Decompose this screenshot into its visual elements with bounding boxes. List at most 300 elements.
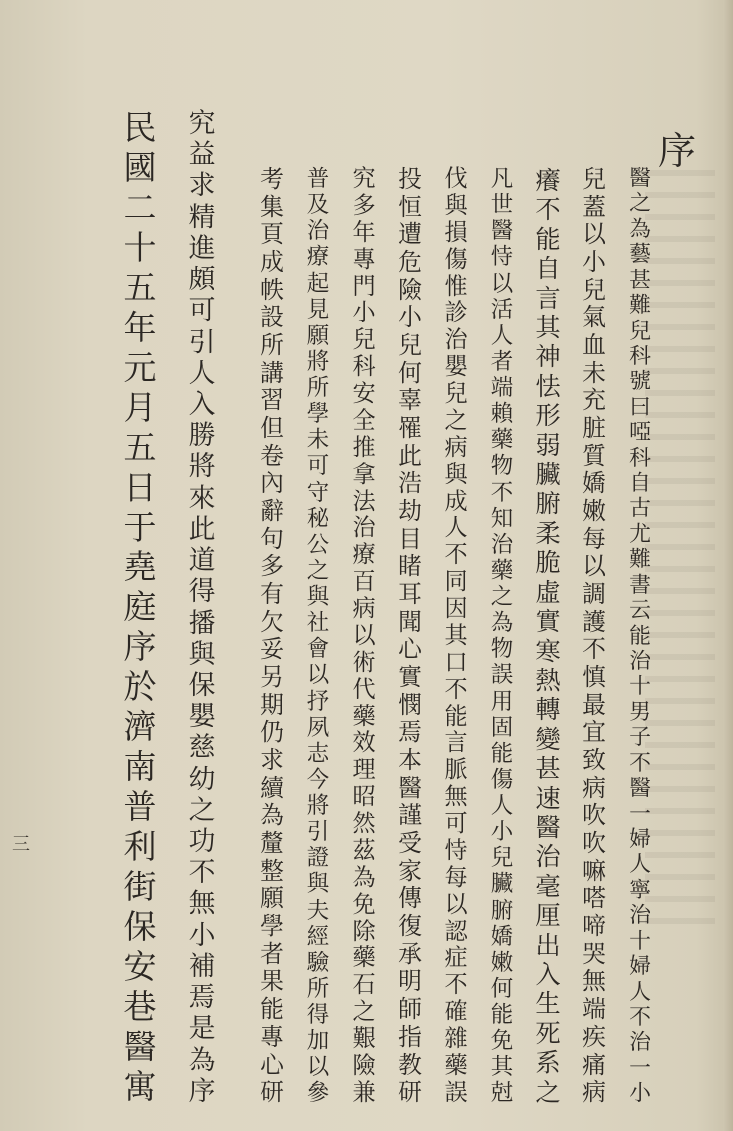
character: 益 bbox=[188, 139, 216, 171]
character: 經 bbox=[306, 923, 330, 950]
character: 門 bbox=[352, 273, 376, 300]
character: 恃 bbox=[444, 837, 468, 864]
character: 理 bbox=[352, 757, 376, 784]
character: 進 bbox=[188, 232, 216, 264]
character: 脆 bbox=[535, 548, 561, 578]
character: 國 bbox=[123, 147, 157, 187]
character: 心 bbox=[260, 1050, 284, 1079]
character: 固 bbox=[490, 714, 514, 741]
character: 嫩 bbox=[582, 497, 606, 526]
character: 護 bbox=[582, 607, 606, 636]
character: 謹 bbox=[398, 801, 422, 830]
character: 言 bbox=[444, 730, 468, 757]
character: 願 bbox=[260, 884, 284, 913]
character: 堯 bbox=[123, 547, 157, 587]
character: 多 bbox=[352, 192, 376, 219]
character: 形 bbox=[535, 401, 561, 431]
character: 損 bbox=[444, 219, 468, 246]
character: 元 bbox=[123, 347, 157, 387]
preface-heading: 序 bbox=[657, 129, 696, 173]
character: 無 bbox=[444, 784, 468, 811]
character: 何 bbox=[398, 358, 422, 387]
character: 治 bbox=[629, 903, 651, 929]
character: 小 bbox=[188, 919, 216, 951]
character: 考 bbox=[260, 165, 284, 193]
character: 難 bbox=[629, 547, 651, 573]
character: 以 bbox=[306, 662, 330, 689]
character: 罹 bbox=[398, 414, 422, 443]
character: 寧 bbox=[629, 877, 651, 903]
character: 得 bbox=[188, 576, 216, 608]
character: 代 bbox=[352, 676, 376, 703]
character: 世 bbox=[490, 192, 514, 219]
character: 婦 bbox=[629, 954, 651, 980]
character: 怯 bbox=[535, 371, 561, 401]
text-column-10 bbox=[180, 108, 224, 1107]
character: 集 bbox=[260, 192, 284, 221]
character: 欠 bbox=[260, 607, 284, 636]
character: 辭 bbox=[260, 497, 284, 526]
character: 師 bbox=[398, 995, 422, 1024]
character: 兒 bbox=[444, 381, 468, 407]
text-column-5 bbox=[434, 166, 478, 1107]
character: 每 bbox=[444, 864, 468, 891]
character: 與 bbox=[444, 192, 468, 219]
character: 能 bbox=[629, 623, 651, 649]
character: 雜 bbox=[444, 1026, 468, 1052]
character: 內 bbox=[260, 469, 284, 498]
character: 出 bbox=[535, 930, 561, 960]
character: 釐 bbox=[260, 829, 284, 858]
text-column-8 bbox=[296, 166, 340, 1107]
character: 濟 bbox=[123, 707, 157, 747]
character: 拿 bbox=[352, 461, 376, 488]
character: 學 bbox=[260, 912, 284, 941]
character: 民 bbox=[123, 108, 157, 147]
character: 幼 bbox=[188, 763, 216, 795]
character: 凡 bbox=[490, 166, 514, 192]
character: 疾 bbox=[582, 1022, 606, 1051]
character: 講 bbox=[260, 358, 284, 387]
character: 系 bbox=[535, 1048, 561, 1078]
character: 者 bbox=[260, 939, 284, 968]
character: 癢 bbox=[535, 166, 561, 195]
character: 得 bbox=[306, 1002, 330, 1028]
character: 醫 bbox=[490, 218, 514, 245]
character: 嬰 bbox=[188, 701, 216, 733]
character: 可 bbox=[306, 453, 330, 480]
character: 見 bbox=[306, 296, 330, 323]
character: 與 bbox=[188, 638, 216, 670]
character: 毫 bbox=[535, 871, 561, 901]
character: 憫 bbox=[398, 690, 422, 719]
character: 庭 bbox=[123, 587, 157, 627]
character: 診 bbox=[444, 300, 468, 327]
character: 藥 bbox=[490, 557, 514, 584]
character: 慈 bbox=[188, 732, 216, 764]
character: 虛 bbox=[535, 577, 561, 607]
character: 保 bbox=[188, 669, 216, 701]
character: 質 bbox=[582, 441, 606, 470]
character: 險 bbox=[352, 1052, 376, 1079]
character: 腑 bbox=[535, 489, 561, 519]
character: 是 bbox=[188, 1013, 216, 1045]
character: 端 bbox=[582, 995, 606, 1024]
character: 於 bbox=[123, 667, 157, 707]
character: 之 bbox=[306, 557, 330, 584]
character: 加 bbox=[306, 1028, 330, 1055]
character: 求 bbox=[260, 746, 284, 775]
text-column-1 bbox=[618, 166, 662, 1107]
character: 研 bbox=[260, 1078, 284, 1107]
text-column-7 bbox=[342, 166, 386, 1107]
character: 精 bbox=[188, 201, 216, 233]
character: 腑 bbox=[490, 897, 514, 924]
character: 醫 bbox=[398, 773, 422, 802]
character: 二 bbox=[123, 187, 157, 227]
character: 人 bbox=[490, 322, 514, 349]
character: 伐 bbox=[444, 166, 468, 192]
character: 焉 bbox=[398, 718, 422, 747]
character: 一 bbox=[629, 801, 651, 827]
character: 嗒 bbox=[582, 884, 606, 913]
character: 同 bbox=[444, 569, 468, 596]
character: 轉 bbox=[535, 695, 561, 725]
character: 所 bbox=[306, 975, 330, 1002]
character: 此 bbox=[398, 441, 422, 470]
character: 年 bbox=[352, 219, 376, 246]
character: 傳 bbox=[398, 884, 422, 913]
character: 實 bbox=[398, 663, 422, 692]
character: 效 bbox=[352, 730, 376, 757]
text-column-3 bbox=[526, 166, 570, 1107]
character: 專 bbox=[260, 1022, 284, 1051]
character: 柔 bbox=[535, 518, 561, 548]
character: 社 bbox=[306, 610, 330, 637]
character: 勝 bbox=[188, 420, 216, 452]
character: 脈 bbox=[444, 757, 468, 784]
character: 帙 bbox=[260, 275, 284, 304]
character: 能 bbox=[444, 703, 468, 730]
text-column-2 bbox=[572, 166, 616, 1107]
character: 知 bbox=[490, 505, 514, 532]
character: 為 bbox=[629, 216, 651, 242]
character: 治 bbox=[444, 327, 468, 354]
character: 于 bbox=[123, 507, 157, 547]
character: 治 bbox=[629, 1030, 651, 1056]
character: 治 bbox=[629, 649, 651, 675]
character: 危 bbox=[398, 248, 422, 277]
character: 參 bbox=[306, 1080, 330, 1107]
character: 可 bbox=[444, 811, 468, 837]
character: 人 bbox=[490, 793, 514, 819]
character: 蓋 bbox=[582, 192, 606, 221]
character: 生 bbox=[535, 989, 561, 1019]
character: 不 bbox=[629, 1004, 651, 1030]
character: 辜 bbox=[398, 386, 422, 415]
character: 其 bbox=[535, 313, 561, 343]
character: 兼 bbox=[352, 1079, 376, 1106]
character: 十 bbox=[629, 674, 651, 700]
character: 除 bbox=[352, 918, 376, 945]
character: 另 bbox=[260, 663, 284, 692]
character: 明 bbox=[398, 967, 422, 996]
character: 與 bbox=[306, 871, 330, 898]
character: 起 bbox=[306, 270, 330, 297]
character: 全 bbox=[352, 407, 376, 434]
character: 醫 bbox=[629, 166, 651, 191]
character: 甚 bbox=[629, 267, 651, 293]
character: 哭 bbox=[582, 939, 606, 968]
character: 實 bbox=[535, 607, 561, 637]
character: 家 bbox=[398, 856, 422, 885]
character: 以 bbox=[490, 270, 514, 297]
character: 成 bbox=[444, 488, 468, 515]
character: 婦 bbox=[629, 826, 651, 852]
character: 物 bbox=[490, 636, 514, 663]
character: 可 bbox=[188, 295, 216, 327]
character: 痛 bbox=[582, 1050, 606, 1079]
character: 能 bbox=[490, 1002, 514, 1028]
character: 來 bbox=[188, 482, 216, 514]
character: 日 bbox=[123, 467, 157, 507]
character: 人 bbox=[188, 357, 216, 389]
character: 此 bbox=[188, 513, 216, 545]
character: 專 bbox=[352, 246, 376, 273]
character: 恃 bbox=[490, 244, 514, 271]
character: 將 bbox=[188, 451, 216, 483]
character: 習 bbox=[260, 386, 284, 415]
character: 頗 bbox=[188, 264, 216, 296]
character: 險 bbox=[398, 275, 422, 304]
character: 道 bbox=[188, 545, 216, 577]
character: 科 bbox=[629, 343, 651, 369]
character: 一 bbox=[629, 1055, 651, 1081]
text-column-11 bbox=[118, 108, 162, 1107]
character: 寒 bbox=[535, 636, 561, 666]
character: 每 bbox=[582, 524, 606, 553]
character: 有 bbox=[260, 580, 284, 609]
character: 續 bbox=[260, 773, 284, 802]
character: 口 bbox=[444, 649, 468, 676]
character: 免 bbox=[352, 891, 376, 918]
character: 嘛 bbox=[582, 856, 606, 885]
character: 頁 bbox=[260, 220, 284, 249]
character: 巷 bbox=[123, 986, 157, 1026]
character: 研 bbox=[398, 1078, 422, 1107]
character: 所 bbox=[260, 331, 284, 360]
character: 治 bbox=[490, 531, 514, 558]
character: 序 bbox=[188, 1075, 216, 1107]
character: 整 bbox=[260, 856, 284, 885]
character: 古 bbox=[629, 496, 651, 522]
character: 無 bbox=[582, 967, 606, 996]
character: 推 bbox=[352, 434, 376, 461]
character: 為 bbox=[260, 801, 284, 830]
character: 血 bbox=[582, 331, 606, 360]
character: 為 bbox=[188, 1044, 216, 1076]
character: 不 bbox=[629, 750, 651, 776]
character: 用 bbox=[490, 688, 514, 715]
character: 浩 bbox=[398, 469, 422, 498]
character: 難 bbox=[629, 293, 651, 319]
character: 普 bbox=[123, 787, 157, 827]
character: 小 bbox=[352, 300, 376, 327]
character: 誤 bbox=[444, 1079, 468, 1106]
character: 夫 bbox=[306, 897, 330, 924]
character: 藝 bbox=[629, 242, 651, 268]
character: 充 bbox=[582, 386, 606, 415]
character: 引 bbox=[306, 819, 330, 846]
character: 睹 bbox=[398, 552, 422, 581]
character: 物 bbox=[490, 453, 514, 480]
character: 補 bbox=[188, 950, 216, 982]
character: 吹 bbox=[582, 801, 606, 830]
character: 夙 bbox=[306, 714, 330, 741]
character: 活 bbox=[490, 296, 514, 323]
character: 小 bbox=[490, 819, 514, 846]
character: 其 bbox=[490, 1054, 514, 1081]
character: 認 bbox=[444, 918, 468, 945]
character: 仍 bbox=[260, 718, 284, 747]
character: 無 bbox=[188, 888, 216, 920]
character: 調 bbox=[582, 580, 606, 609]
character: 治 bbox=[535, 842, 561, 872]
character: 街 bbox=[123, 867, 157, 907]
character: 死 bbox=[535, 1018, 561, 1048]
character: 功 bbox=[188, 826, 216, 858]
character: 以 bbox=[444, 891, 468, 918]
character: 昭 bbox=[352, 784, 376, 811]
text-column-9 bbox=[250, 166, 294, 1107]
character: 醫 bbox=[629, 776, 651, 802]
character: 之 bbox=[352, 999, 376, 1026]
character: 慎 bbox=[582, 663, 606, 692]
character: 不 bbox=[444, 676, 468, 703]
character: 為 bbox=[352, 864, 376, 891]
character: 目 bbox=[398, 524, 422, 553]
character: 公 bbox=[306, 531, 330, 558]
character: 指 bbox=[398, 1022, 422, 1051]
character: 賴 bbox=[490, 401, 514, 428]
character: 恒 bbox=[398, 192, 422, 221]
character: 人 bbox=[444, 515, 468, 542]
character: 卷 bbox=[260, 441, 284, 470]
character: 治 bbox=[352, 515, 376, 542]
character: 但 bbox=[260, 414, 284, 443]
character: 之 bbox=[535, 1077, 561, 1107]
character: 熱 bbox=[535, 665, 561, 695]
character: 自 bbox=[629, 471, 651, 497]
character: 藥 bbox=[352, 945, 376, 972]
character: 投 bbox=[398, 165, 422, 193]
character: 小 bbox=[629, 1081, 651, 1107]
character: 病 bbox=[582, 773, 606, 802]
character: 未 bbox=[582, 358, 606, 387]
character: 果 bbox=[260, 967, 284, 996]
character: 教 bbox=[398, 1050, 422, 1079]
character: 能 bbox=[535, 224, 561, 254]
character: 病 bbox=[444, 434, 468, 461]
character: 承 bbox=[398, 939, 422, 968]
character: 兒 bbox=[490, 845, 514, 872]
character: 術 bbox=[352, 649, 376, 676]
page-number: 三 bbox=[12, 834, 30, 855]
character: 利 bbox=[123, 827, 157, 867]
character: 醫 bbox=[123, 1026, 157, 1066]
character: 引 bbox=[188, 326, 216, 358]
character: 不 bbox=[535, 195, 561, 225]
character: 因 bbox=[444, 596, 468, 622]
character: 嬰 bbox=[444, 354, 468, 381]
character: 致 bbox=[582, 746, 606, 775]
character: 不 bbox=[444, 972, 468, 999]
character: 者 bbox=[490, 348, 514, 375]
character: 科 bbox=[352, 354, 376, 381]
character: 驗 bbox=[306, 949, 330, 976]
character: 守 bbox=[306, 479, 330, 506]
character: 以 bbox=[352, 622, 376, 649]
character: 播 bbox=[188, 607, 216, 639]
character: 及 bbox=[306, 192, 330, 219]
character: 志 bbox=[306, 740, 330, 767]
character: 求 bbox=[188, 170, 216, 202]
character: 十 bbox=[629, 928, 651, 954]
character: 藥 bbox=[352, 703, 376, 730]
character: 藥 bbox=[444, 1052, 468, 1079]
character: 石 bbox=[352, 972, 376, 999]
character: 兒 bbox=[582, 275, 606, 304]
character: 療 bbox=[352, 542, 376, 569]
character: 氣 bbox=[582, 303, 606, 332]
character: 宜 bbox=[582, 718, 606, 747]
character: 證 bbox=[306, 845, 330, 872]
character: 病 bbox=[352, 596, 376, 622]
character: 嬌 bbox=[582, 469, 606, 498]
character: 言 bbox=[535, 283, 561, 313]
character: 變 bbox=[535, 724, 561, 754]
character: 子 bbox=[629, 725, 651, 751]
character: 會 bbox=[306, 636, 330, 663]
character: 自 bbox=[535, 254, 561, 284]
character: 遭 bbox=[398, 220, 422, 249]
character: 人 bbox=[629, 979, 651, 1005]
character: 究 bbox=[352, 166, 376, 192]
character: 症 bbox=[444, 945, 468, 972]
character: 尅 bbox=[490, 1080, 514, 1107]
character: 速 bbox=[535, 783, 561, 813]
character: 啞 bbox=[629, 420, 651, 446]
text-column-6 bbox=[388, 166, 432, 1107]
character: 未 bbox=[306, 427, 330, 454]
character: 傷 bbox=[444, 246, 468, 273]
character: 臟 bbox=[490, 871, 514, 898]
character: 傷 bbox=[490, 766, 514, 793]
character: 臟 bbox=[535, 460, 561, 490]
character: 治 bbox=[306, 218, 330, 245]
character: 法 bbox=[352, 488, 376, 515]
character: 普 bbox=[306, 166, 330, 192]
character: 妥 bbox=[260, 635, 284, 664]
character: 艱 bbox=[352, 1026, 376, 1052]
character: 聞 bbox=[398, 607, 422, 636]
character: 秘 bbox=[306, 505, 330, 532]
character: 心 bbox=[398, 635, 422, 664]
character: 能 bbox=[490, 740, 514, 767]
character: 以 bbox=[582, 220, 606, 249]
character: 小 bbox=[398, 303, 422, 332]
character: 兒 bbox=[582, 165, 606, 193]
